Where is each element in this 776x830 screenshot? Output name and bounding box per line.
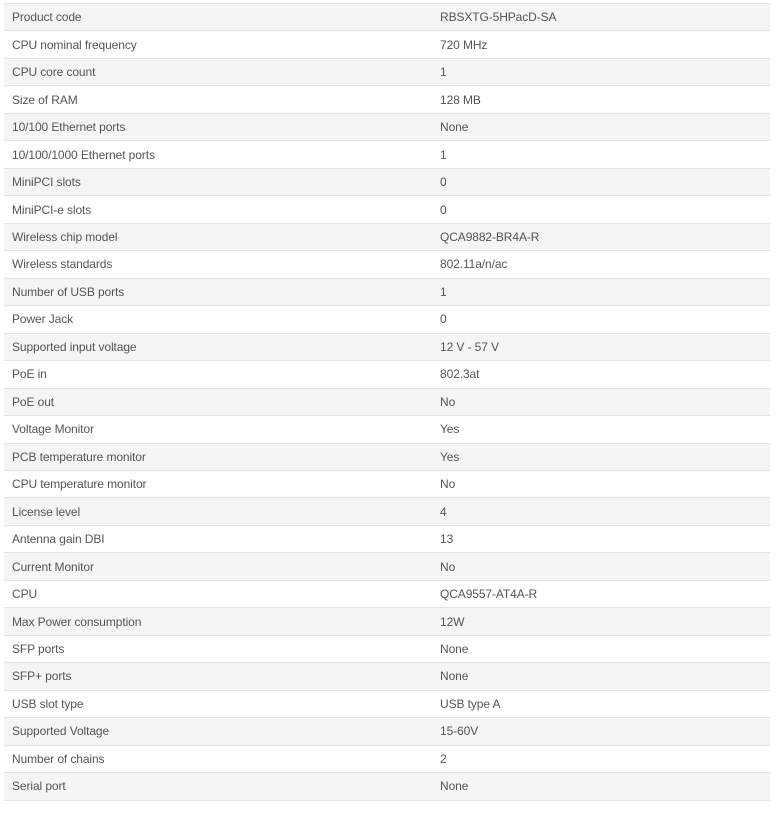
spec-value: None — [440, 642, 469, 657]
spec-label: MiniPCI-e slots — [12, 202, 92, 217]
table-row — [4, 718, 770, 745]
spec-label: Voltage Monitor — [12, 422, 94, 437]
spec-value: 802.3at — [440, 367, 480, 382]
spec-label: USB slot type — [12, 696, 84, 711]
table-row — [4, 279, 770, 306]
table-row — [4, 636, 770, 663]
spec-label: Supported input voltage — [12, 339, 137, 354]
spec-value: 1 — [440, 65, 447, 80]
table-row — [4, 196, 770, 223]
spec-label: Wireless standards — [12, 257, 113, 272]
table-row — [4, 471, 770, 498]
spec-value: Yes — [440, 449, 460, 464]
spec-label: MiniPCI slots — [12, 175, 81, 190]
spec-value: 1 — [440, 284, 447, 299]
table-row — [4, 416, 770, 443]
table-row — [4, 608, 770, 635]
table-row — [4, 334, 770, 361]
table-row — [4, 389, 770, 416]
table-row — [4, 4, 770, 31]
table-row — [4, 553, 770, 580]
specifications-table — [4, 3, 770, 801]
spec-label: License level — [12, 504, 81, 519]
spec-label: PoE in — [12, 367, 47, 382]
spec-label: Size of RAM — [12, 92, 78, 107]
spec-label: Max Power consumption — [12, 614, 142, 629]
table-row — [4, 444, 770, 471]
spec-label: Number of USB ports — [12, 284, 125, 299]
spec-value: 802.11a/n/ac — [440, 257, 508, 272]
spec-value: None — [440, 669, 469, 684]
table-row — [4, 224, 770, 251]
table-row — [4, 251, 770, 278]
spec-value: No — [440, 559, 456, 574]
spec-label: Supported Voltage — [12, 724, 110, 739]
spec-value: 4 — [440, 504, 447, 519]
table-row — [4, 31, 770, 58]
spec-value: None — [440, 779, 469, 794]
spec-label: CPU core count — [12, 65, 96, 80]
spec-value: 0 — [440, 175, 447, 190]
table-row — [4, 663, 770, 690]
spec-value: QCA9882-BR4A-R — [440, 229, 540, 244]
spec-label: Antenna gain DBI — [12, 532, 105, 547]
spec-value: RBSXTG-5HPacD-SA — [440, 10, 557, 25]
spec-label: Serial port — [12, 779, 66, 794]
spec-value: 15-60V — [440, 724, 479, 739]
spec-label: 10/100 Ethernet ports — [12, 120, 126, 135]
table-row — [4, 114, 770, 141]
spec-label: PoE out — [12, 394, 54, 409]
spec-value: No — [440, 477, 456, 492]
table-row — [4, 306, 770, 333]
spec-label: Product code — [12, 10, 82, 25]
table-row — [4, 691, 770, 718]
spec-value: 1 — [440, 147, 447, 162]
spec-label: CPU temperature monitor — [12, 477, 147, 492]
spec-label: Current Monitor — [12, 559, 94, 574]
spec-value: None — [440, 120, 469, 135]
spec-label: SFP+ ports — [12, 669, 72, 684]
spec-label: Power Jack — [12, 312, 74, 327]
spec-value: 12W — [440, 614, 465, 629]
spec-value: 13 — [440, 532, 454, 547]
spec-label: CPU — [12, 587, 38, 602]
spec-label: SFP ports — [12, 642, 65, 657]
spec-label: CPU nominal frequency — [12, 37, 137, 52]
spec-value: 720 MHz — [440, 37, 488, 52]
spec-value: 2 — [440, 751, 447, 766]
spec-value: 128 MB — [440, 92, 481, 107]
spec-label: PCB temperature monitor — [12, 449, 146, 464]
spec-label: Number of chains — [12, 751, 105, 766]
table-row — [4, 86, 770, 113]
table-row — [4, 498, 770, 525]
spec-value: 0 — [440, 312, 447, 327]
spec-value: 12 V - 57 V — [440, 339, 499, 354]
spec-value: 0 — [440, 202, 447, 217]
spec-value: Yes — [440, 422, 460, 437]
table-row — [4, 773, 770, 800]
table-row — [4, 169, 770, 196]
spec-value: QCA9557-AT4A-R — [440, 587, 538, 602]
table-row — [4, 581, 770, 608]
table-row — [4, 361, 770, 388]
spec-value: USB type A — [440, 696, 501, 711]
table-row — [4, 746, 770, 773]
table-row — [4, 59, 770, 86]
spec-label: 10/100/1000 Ethernet ports — [12, 147, 155, 162]
spec-value: No — [440, 394, 456, 409]
table-row — [4, 526, 770, 553]
spec-label: Wireless chip model — [12, 229, 118, 244]
table-row — [4, 141, 770, 168]
